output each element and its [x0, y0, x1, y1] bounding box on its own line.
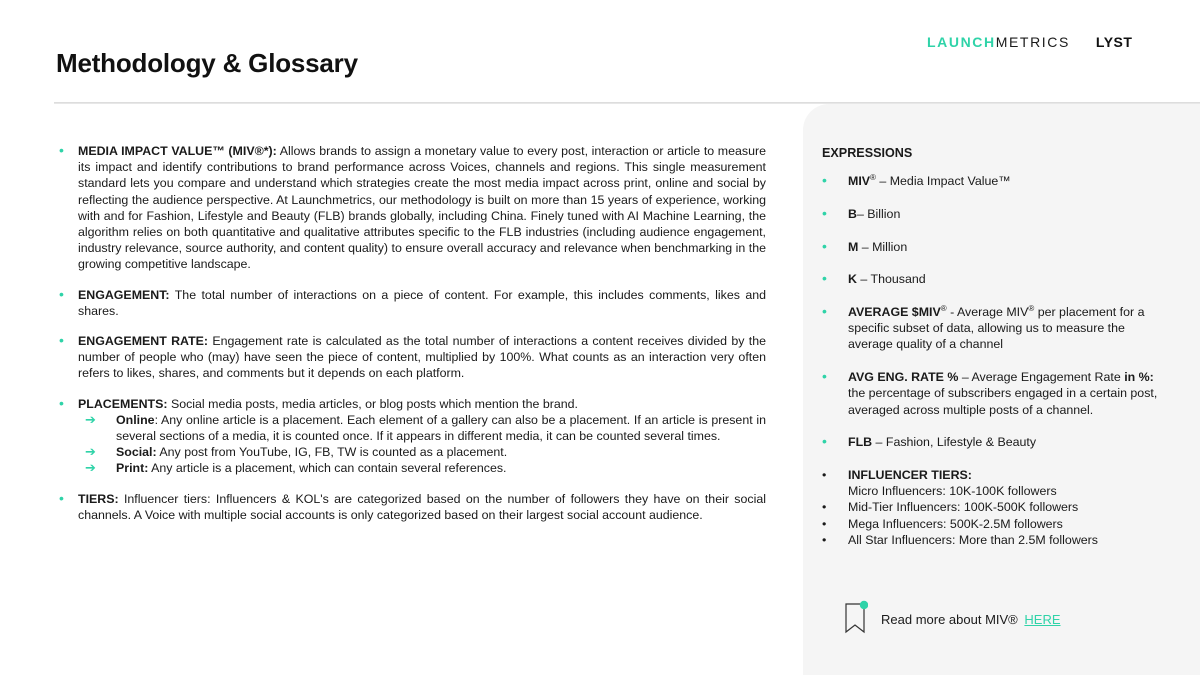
glossary-item-engagement-rate [56, 333, 766, 382]
expressions-list [822, 145, 1162, 548]
expression-average-miv: • AVERAGE $MIV® - Average MIV® per placement for a specific subset of data, allowing us to measure the average quality of a channel [822, 303, 1145, 352]
expressions-heading: EXPRESSIONS [822, 146, 913, 160]
read-more [844, 600, 1061, 639]
glossary-term: ENGAGEMENT: [78, 287, 170, 302]
glossary-definition: Allows brands to assign a monetary value to every post, interaction or article to measure its impact and identify contributions to brand performance across Voices, channels and regions. This single measurement standard lets you compare and understand which strategies create the most media impact across print, online and social by reflecting the audience perspective. At Launchmetrics, our methodology is built on more than 15 years of experience, working with and for Fashion, Lifestyle and Beauty (FLB) brands globally, including China. Finely tuned with AI Machine Learning, the algorithm relies on both quantitative and qualitative attributes specific to the FLB industries (including audience engagement, industry relevance, source authority, and content quality) to ensure overall accuracy and relevance when benchmarking in the growing competitive landscape. [78, 144, 766, 272]
bullet-icon: • [822, 270, 827, 287]
placement-print: ➔ Print: Any article is a placement, which can contain several references. [85, 460, 507, 476]
glossary-item-tiers [56, 491, 766, 523]
tier-allstar: • All Star Influencers: More than 2.5M followers [822, 532, 1098, 547]
bullet-icon: • [822, 204, 827, 221]
lyst-logo: LYST [1095, 34, 1133, 50]
bullet-icon: • [822, 433, 827, 450]
expression-million: • M – Million [822, 237, 908, 254]
expression-flb: • FLB – Fashion, Lifestyle & Beauty [822, 433, 1037, 450]
glossary-item-engagement [56, 287, 766, 319]
expression-avg-eng-rate: • AVG ENG. RATE % – Average Engagement Rate in %: the percentage of subscribers engaged in a certain post, averaged across multiple posts of a channel. [822, 368, 1158, 417]
arrow-right-icon: ➔ [85, 444, 96, 460]
glossary-term: MEDIA IMPACT VALUE™ (MIV®*): [78, 144, 277, 158]
expression-billion: • B– Billion [822, 204, 901, 221]
glossary-definition: Engagement rate is calculated as the total number of interactions a content receives divided by the number of people who (may) have seen the piece of content, multiplied by 100%. What counts as an interaction very often refers to likes, shares, and comments but it depends on each platform. [78, 334, 766, 381]
glossary-term: PLACEMENTS: [78, 396, 168, 411]
glossary-definition: The total number of interactions on a piece of content. For example, this includes comments, likes and shares. [78, 287, 766, 318]
tier-mid: • Mid-Tier Influencers: 100K-500K followers [822, 500, 1079, 515]
bookmark-icon [844, 600, 868, 639]
bullet-icon: • [822, 237, 827, 254]
read-more-text: Read more about MIV® HERE [881, 612, 1061, 627]
bullet-icon: • [822, 303, 827, 320]
glossary-item-miv [56, 143, 766, 273]
glossary-item-placements [56, 396, 766, 477]
influencer-tiers [822, 467, 1162, 548]
expression-miv: • MIV® – Media Impact Value™ [822, 172, 1011, 189]
read-more-link[interactable]: HERE [1024, 612, 1061, 627]
bullet-icon: • [59, 285, 64, 302]
glossary-list [56, 143, 766, 537]
tier-mega: • Mega Influencers: 500K-2.5M followers [822, 516, 1063, 531]
bullet-icon: • [59, 332, 64, 349]
tier-micro: Micro Influencers: 10K-100K followers [848, 484, 1057, 499]
bullet-icon: • [822, 172, 827, 189]
glossary-term: TIERS: [78, 491, 119, 506]
launchmetrics-logo: LAUNCHMETRICS [927, 34, 1070, 50]
glossary-definition: Influencer tiers: Influencers & KOL's are categorized based on the number of followers they have on their social channels. A Voice with multiple social accounts is only categorized based on their largest social account audience. [78, 491, 766, 522]
placement-social: ➔ Social: Any post from YouTube, IG, FB, TW is counted as a placement. [85, 444, 508, 460]
bullet-icon: • [59, 142, 64, 158]
glossary-term: ENGAGEMENT RATE: [78, 334, 209, 349]
arrow-right-icon: ➔ [85, 460, 96, 476]
bullet-icon: • [59, 394, 64, 411]
expression-thousand: • K – Thousand [822, 270, 926, 287]
glossary-definition: Social media posts, media articles, or blog posts which mention the brand. [167, 396, 578, 411]
page-title: Methodology & Glossary [56, 48, 358, 78]
placement-online: ➔ Online: Any online article is a placement. Each element of a gallery can also be a placement. If an article is present in several sections of a media, it is counted once. If it appears in different media, it can be counted several times. [85, 411, 766, 444]
bullet-icon: • [822, 368, 827, 385]
header-logos [927, 32, 1132, 52]
tiers-heading: • INFLUENCER TIERS: [822, 467, 972, 482]
arrow-right-icon: ➔ [85, 411, 96, 427]
bullet-icon: • [59, 489, 64, 506]
